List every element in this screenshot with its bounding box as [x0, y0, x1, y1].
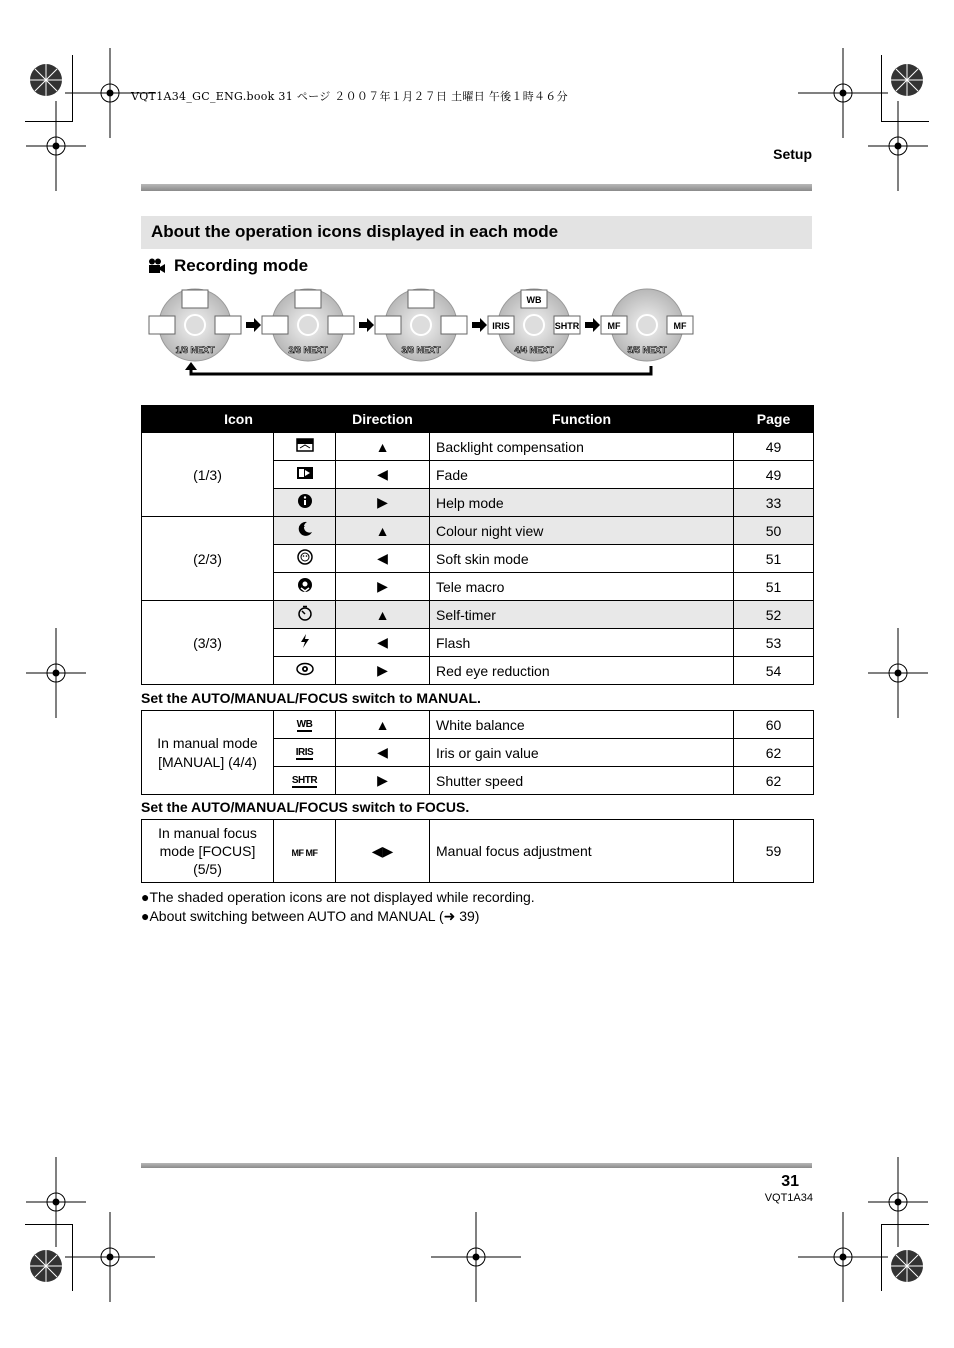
focus-direction: ◀▶ — [336, 820, 430, 883]
focus-note: Set the AUTO/MANUAL/FOCUS switch to FOCUS. — [141, 799, 470, 815]
self-timer-icon — [296, 605, 314, 624]
manual-note: Set the AUTO/MANUAL/FOCUS switch to MANUAL. — [141, 690, 481, 706]
manual-label-line: [MANUAL] (4/4) — [158, 753, 257, 770]
mode-dial — [488, 289, 580, 361]
backlight-icon — [296, 437, 314, 456]
page-cell: 49 — [734, 433, 814, 461]
icon-cell — [274, 461, 336, 489]
page-cell: 60 — [734, 711, 814, 739]
direction-cell: ▶ — [336, 767, 430, 795]
direction-cell: ▶ — [336, 657, 430, 685]
focus-page: 59 — [734, 820, 814, 883]
page-cell: 62 — [734, 739, 814, 767]
dial-slot-right — [328, 316, 354, 334]
mode-dial — [262, 289, 354, 361]
direction-cell: ◀ — [336, 545, 430, 573]
page-cell: 52 — [734, 601, 814, 629]
dial-slot-right — [215, 316, 241, 334]
footnote: ●About switching between AUTO and MANUAL (➜ 39) — [141, 908, 480, 924]
soft-skin-icon — [296, 549, 314, 568]
icon-cell — [274, 573, 336, 601]
footnote: ●The shaded operation icons are not displayed while recording. — [141, 889, 535, 905]
direction-cell: ◀ — [336, 461, 430, 489]
mode-dial — [601, 289, 693, 361]
shtr-icon: SHTR — [291, 774, 318, 786]
fade-icon — [296, 465, 314, 484]
function-cell: Red eye reduction — [430, 657, 734, 685]
focus-icon-cell — [274, 820, 336, 883]
subheading-text: Recording mode — [174, 256, 309, 275]
function-cell: Fade — [430, 461, 734, 489]
dial-slot-right — [441, 316, 467, 334]
direction-cell: ▲ — [336, 517, 430, 545]
dial-slot-top — [182, 290, 208, 308]
mode-cycle-diagram — [141, 282, 701, 382]
focus-group-label — [142, 820, 274, 883]
dial-next-label: 1/3 NEXT — [175, 345, 215, 355]
page-cell: 54 — [734, 657, 814, 685]
icon-cell — [274, 767, 336, 795]
direction-cell: ▲ — [336, 601, 430, 629]
focus-function: Manual focus adjustment — [430, 820, 734, 883]
dial-slot-left — [262, 316, 288, 334]
mode-dial — [375, 289, 467, 361]
dial-slot-label: MF — [673, 321, 687, 331]
function-cell: Help mode — [430, 489, 734, 517]
direction-cell: ◀ — [336, 739, 430, 767]
group-label: (1/3) — [142, 433, 274, 517]
icon-cell — [274, 545, 336, 573]
header-icon: Icon — [142, 406, 336, 433]
function-cell: Soft skin mode — [430, 545, 734, 573]
icon-cell — [274, 601, 336, 629]
mode-dial — [149, 289, 241, 361]
operation-icons-table — [141, 405, 814, 685]
flash-icon — [296, 633, 314, 652]
function-cell: Colour night view — [430, 517, 734, 545]
dial-next-label: 3/3 NEXT — [401, 345, 441, 355]
table-row — [142, 820, 814, 883]
table-row — [142, 711, 814, 739]
table-header-row — [142, 406, 814, 433]
wb-icon: WB — [296, 718, 313, 730]
page-cell: 51 — [734, 545, 814, 573]
help-icon — [296, 493, 314, 512]
focus-label-line: (5/5) — [193, 861, 222, 877]
manual-label-line: In manual mode — [157, 734, 258, 751]
manual-focus-icon: MF MF — [291, 848, 318, 858]
focus-label-line: mode [FOCUS] — [159, 843, 256, 859]
manual-group-label — [142, 711, 274, 795]
page-cell: 53 — [734, 629, 814, 657]
function-cell: Flash — [430, 629, 734, 657]
page-cell: 50 — [734, 517, 814, 545]
function-cell: Tele macro — [430, 573, 734, 601]
table-row — [142, 517, 814, 545]
section-label: Setup — [773, 146, 812, 162]
function-cell: Backlight compensation — [430, 433, 734, 461]
top-rule — [141, 184, 812, 191]
table-row — [142, 433, 814, 461]
direction-cell: ▲ — [336, 711, 430, 739]
page-cell: 51 — [734, 573, 814, 601]
red-eye-icon — [296, 661, 314, 680]
dial-slot-left — [149, 316, 175, 334]
icon-cell — [274, 517, 336, 545]
function-cell: Shutter speed — [430, 767, 734, 795]
print-header: VQT1A34_GC_ENG.book 31 ページ ２００７年１月２７日 土曜日 午後１時４６分 — [131, 90, 568, 103]
direction-cell: ▶ — [336, 573, 430, 601]
dial-slot-label: IRIS — [492, 321, 510, 331]
dial-slot-left — [375, 316, 401, 334]
icon-cell — [274, 433, 336, 461]
icon-cell — [274, 489, 336, 517]
direction-cell: ◀ — [336, 629, 430, 657]
group-label: (3/3) — [142, 601, 274, 685]
icon-cell — [274, 629, 336, 657]
function-cell: White balance — [430, 711, 734, 739]
page-cell: 62 — [734, 767, 814, 795]
colour-night-icon — [296, 521, 314, 540]
page-code: VQT1A34 — [764, 1192, 813, 1204]
page-cell: 49 — [734, 461, 814, 489]
direction-cell: ▲ — [336, 433, 430, 461]
dial-next-label: 2/3 NEXT — [288, 345, 328, 355]
dial-next-label: 5/5 NEXT — [627, 345, 667, 355]
function-cell: Iris or gain value — [430, 739, 734, 767]
dial-next-label: 4/4 NEXT — [514, 345, 554, 355]
dial-slot-label: SHTR — [554, 321, 580, 331]
section-title-box — [141, 216, 812, 249]
icon-cell — [274, 711, 336, 739]
icon-cell — [274, 657, 336, 685]
direction-cell: ▶ — [336, 489, 430, 517]
subheading — [148, 256, 308, 276]
dial-slot-label: MF — [607, 321, 621, 331]
dial-slot-top — [408, 290, 434, 308]
function-cell: Self-timer — [430, 601, 734, 629]
icon-cell — [274, 739, 336, 767]
header-page: Page — [734, 406, 814, 433]
page-number: 31 — [781, 1173, 799, 1190]
group-label: (2/3) — [142, 517, 274, 601]
page-cell: 33 — [734, 489, 814, 517]
iris-icon: IRIS — [295, 746, 314, 758]
movie-camera-icon — [148, 258, 166, 274]
header-function: Function — [430, 406, 734, 433]
manual-mode-table — [141, 710, 814, 795]
header-direction: Direction — [336, 406, 430, 433]
dial-slot-label: WB — [526, 295, 542, 305]
dial-slot-top — [295, 290, 321, 308]
bottom-rule — [141, 1163, 812, 1168]
focus-mode-table — [141, 819, 814, 883]
table-row — [142, 601, 814, 629]
section-title: About the operation icons displayed in each mode — [151, 222, 559, 241]
focus-label-line: In manual focus — [158, 825, 257, 841]
tele-macro-icon — [296, 577, 314, 596]
